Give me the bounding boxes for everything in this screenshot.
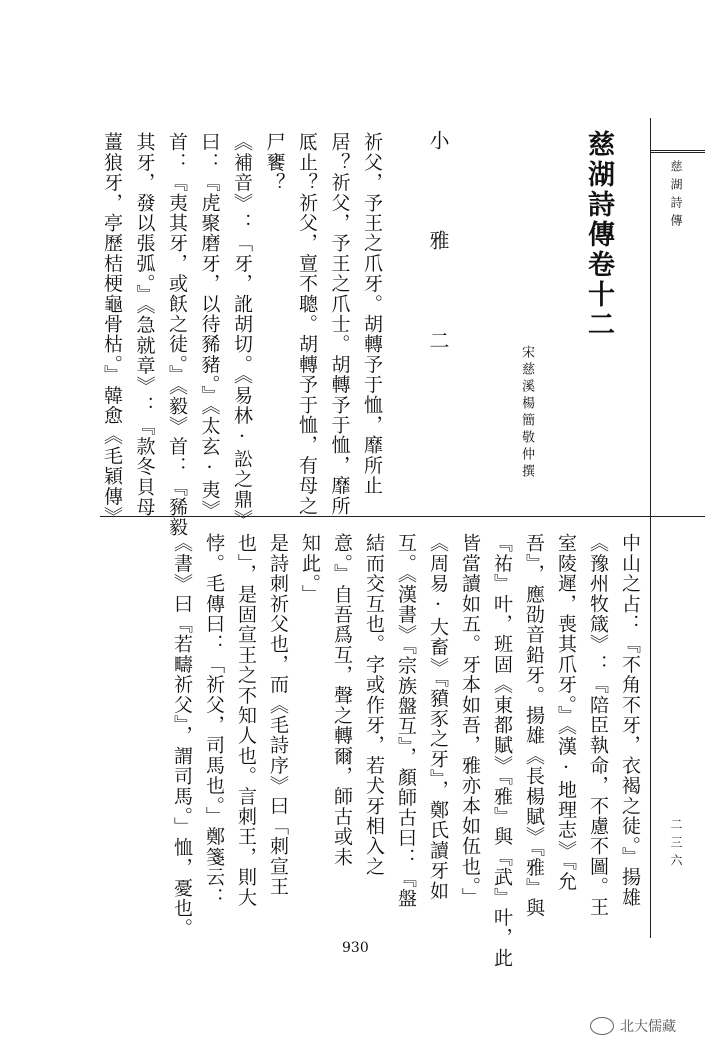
text-column: 居？祈父，予王之爪士。胡轉予于恤，靡所 bbox=[328, 132, 351, 516]
chapter-title: 慈湖詩傳卷十二 bbox=[583, 130, 614, 340]
text-column: 其牙，發以張弧。』《急就章》：『款冬貝母 bbox=[133, 132, 156, 517]
side-page-number: 二三六 bbox=[669, 818, 683, 872]
text-column: 『祐』叶，班固《東都賦》『雅』與『武』叶，此 bbox=[491, 533, 513, 968]
text-column: 《補音》：「牙，訛胡切。《易林·訟之鼎》 bbox=[231, 132, 253, 530]
text-column: 互。《漢書》『宗族盤互』，顏師古曰：『盤 bbox=[395, 533, 417, 909]
chat-bubble-icon bbox=[590, 1017, 614, 1035]
text-column: 皆當讀如五。牙本如吾，雅亦本如伍也。」 bbox=[459, 533, 481, 908]
text-column: 薑狼牙，亭歷桔梗龜骨枯。』韓愈《毛穎傳》 bbox=[101, 132, 123, 527]
text-column: 是詩刺祈父也，而《毛詩序》曰「刺宣王 bbox=[267, 533, 289, 897]
header-top-line bbox=[650, 150, 705, 151]
page-number: 930 bbox=[342, 940, 369, 956]
text-column: 尸饔？ bbox=[263, 132, 286, 193]
text-column: 首：『夷其牙，或飫之徒。』《毅》首：『豨毅 bbox=[166, 132, 188, 538]
text-column: 中山之占：『不角不牙，衣褐之徒。』揚雄 bbox=[619, 533, 641, 908]
header-top-line-2 bbox=[650, 152, 705, 153]
text-column: 也」，是固宣王之不知人也。言刺王，則大 bbox=[235, 533, 257, 908]
watermark bbox=[590, 1016, 676, 1036]
text-column: 悖。毛傳曰：「祈父，司馬也。」鄭箋云： bbox=[203, 533, 225, 908]
author-line: 宋慈溪楊簡敬仲撰 bbox=[519, 345, 534, 481]
text-column: 知此。」 bbox=[299, 533, 321, 605]
text-column: 祈父，予王之爪牙。胡轉予于恤，靡所止 bbox=[361, 132, 383, 496]
text-column: 吾』，應劭音鉛牙。揚雄《長楊賦》『雅』與 bbox=[523, 533, 545, 918]
text-column: 室陵遲，喪其爪牙。』《漢·地理志》『允 bbox=[555, 533, 577, 892]
text-column: 意。』自吾爲互，聲之轉爾，師古或未 bbox=[331, 533, 353, 867]
text-column: 曰：『虎聚磨牙，以待豨豬。』《太玄·夷》 bbox=[198, 132, 221, 520]
text-column: 《周易·大畜》『豶豕之牙』，鄭氏讀牙如 bbox=[427, 533, 449, 901]
page-frame-right-line bbox=[650, 118, 651, 938]
text-column: 結而交互也。字或作牙，若犬牙相入之 bbox=[363, 533, 385, 877]
text-column: 《書》曰『若疇祈父』，謂司馬。」恤，憂也。 bbox=[171, 533, 193, 939]
text-column: 厎止？祈父，亶不聰。胡轉予于恤，有母之 bbox=[296, 132, 318, 516]
watermark-text: 北大儒藏 bbox=[620, 1019, 676, 1035]
text-column: 《豫州牧箴》：『陪臣執命，不慮不圖。王 bbox=[587, 533, 609, 917]
middle-divider-line bbox=[100, 516, 705, 517]
section-heading: 小 雅 二 bbox=[426, 130, 450, 378]
running-head: 慈湖詩傳 bbox=[669, 160, 683, 232]
